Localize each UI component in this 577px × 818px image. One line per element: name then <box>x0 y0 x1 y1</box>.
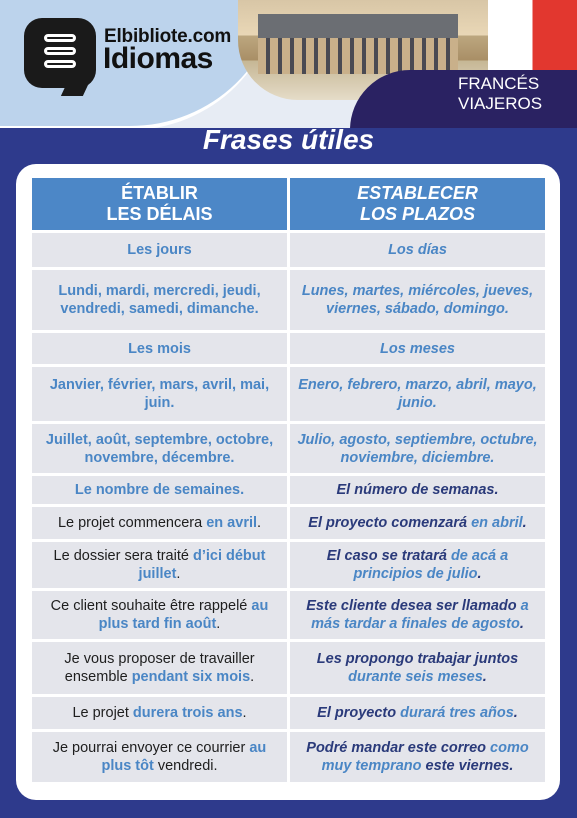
phrase-es <box>290 642 545 694</box>
phrase-text: . <box>216 616 221 632</box>
phrase-es <box>290 697 545 729</box>
phrase-fr <box>32 642 287 694</box>
table-row <box>32 233 545 267</box>
phrase-fr <box>32 233 287 267</box>
highlight-text: durante seis meses <box>348 669 483 685</box>
highlight-text: au plus tôt <box>101 740 267 774</box>
table-row <box>32 476 545 504</box>
table-row <box>32 333 545 364</box>
phrase-text: . <box>242 705 247 721</box>
phrase-fr <box>32 591 287 639</box>
highlight-text: durera trois ans <box>132 705 243 721</box>
phrase-fr <box>32 333 287 364</box>
phrase-text: . <box>176 566 181 582</box>
highlight-text: como muy temprano <box>321 740 529 774</box>
table-row <box>32 367 545 421</box>
phrase-es <box>290 542 545 588</box>
phrase-fr <box>32 732 287 782</box>
brand-site: Elbibliote.com <box>104 26 232 47</box>
phrase-fr <box>32 507 287 539</box>
phrase-text: . <box>477 566 482 582</box>
phrase-text: . <box>519 616 524 632</box>
phrase-text: vendredi. <box>153 758 218 774</box>
highlight-text: a más tardar a finales de agosto <box>311 598 529 632</box>
highlight-text: en abril <box>471 515 523 531</box>
header-fr: ÉTABLIR LES DÉLAIS <box>32 178 287 230</box>
phrase-fr <box>32 270 287 330</box>
phrase-table <box>32 178 545 785</box>
audience-tag: VIAJEROS <box>458 94 543 113</box>
phrase-fr <box>32 367 287 421</box>
phrase-es <box>290 333 545 364</box>
header <box>0 0 577 128</box>
phrase-text: Les propongo trabajar juntos <box>316 651 519 667</box>
phrase-es <box>290 591 545 639</box>
phrase-text: Le projet commencera <box>57 515 207 531</box>
phrase-text: Este cliente desea ser llamado <box>306 598 521 614</box>
highlight-text: Les jours <box>127 242 192 258</box>
table-row <box>32 591 545 639</box>
highlight-text: Los meses <box>380 340 455 357</box>
phrase-text: El proyecto comenzará <box>308 515 472 531</box>
table-row <box>32 732 545 782</box>
table-row <box>32 270 545 330</box>
highlight-text: Lunes, martes, miércoles, jueves, viernes, sábado, domingo. <box>301 283 534 317</box>
highlight-text: d’ici début juillet <box>138 548 266 582</box>
phrase-es <box>290 367 545 421</box>
phrase-text: . <box>522 515 527 531</box>
table-row <box>32 507 545 539</box>
phrase-es <box>290 507 545 539</box>
phrase-text: . <box>513 705 518 721</box>
phrases-card <box>16 164 560 800</box>
phrase-text: Le dossier sera traité <box>53 548 193 564</box>
phrase-fr <box>32 697 287 729</box>
phrase-text: Je pourrai envoyer ce courrier <box>52 740 250 756</box>
highlight-text: Lundi, mardi, mercredi, jeudi, vendredi, samedi, dimanche. <box>58 283 261 317</box>
table-row <box>32 697 545 729</box>
phrase-text: . <box>257 515 262 531</box>
highlight-text: durará tres años <box>400 705 514 721</box>
highlight-text: de acá a principios de julio <box>353 548 509 582</box>
phrase-text: . <box>482 669 487 685</box>
phrase-es <box>290 270 545 330</box>
phrase-es <box>290 732 545 782</box>
phrase-text: El número de semanas. <box>336 482 499 498</box>
highlight-text: Les mois <box>128 340 191 357</box>
highlight-text: Los días <box>388 242 447 258</box>
phrase-es <box>290 233 545 267</box>
phrase-text: Ce client souhaite être rappelé <box>50 598 252 614</box>
table-row <box>32 642 545 694</box>
highlight-text: Le nombre de semaines. <box>74 482 245 498</box>
phrase-text: El caso se tratará <box>326 548 451 564</box>
phrase-text: . <box>250 669 255 685</box>
phrase-text: Je vous proposer de travailler ensemble <box>64 651 255 685</box>
highlight-text: Enero, febrero, marzo, abril, mayo, junio. <box>298 377 537 411</box>
highlight-text: Janvier, février, mars, avril, mai, juin. <box>49 377 270 411</box>
highlight-text: Julio, agosto, septiembre, octubre, noviembre, diciembre. <box>297 431 538 466</box>
phrase-es <box>290 476 545 504</box>
highlight-text: pendant six mois <box>131 669 251 685</box>
phrase-fr <box>32 542 287 588</box>
page-title: Frases útiles <box>202 124 375 155</box>
brand-name: Idiomas <box>103 42 213 75</box>
phrase-text: este viernes. <box>421 758 514 774</box>
language-tag: FRANCÉS <box>458 74 540 93</box>
phrase-text: Podré mandar este correo <box>306 740 491 756</box>
phrase-text: El proyecto <box>317 705 401 721</box>
header-es: ESTABLECER LOS PLAZOS <box>290 178 545 230</box>
table-row <box>32 424 545 473</box>
highlight-text: Juillet, août, septembre, octobre, novembre, décembre. <box>45 431 274 466</box>
table-row <box>32 542 545 588</box>
highlight-text: au plus tard fin août <box>98 598 269 632</box>
phrase-fr <box>32 424 287 473</box>
logo-icon <box>24 18 96 88</box>
phrase-es <box>290 424 545 473</box>
phrase-text: Le projet <box>72 705 133 721</box>
table-header-row <box>32 178 545 230</box>
phrase-fr <box>32 476 287 504</box>
highlight-text: en avril <box>206 515 258 531</box>
